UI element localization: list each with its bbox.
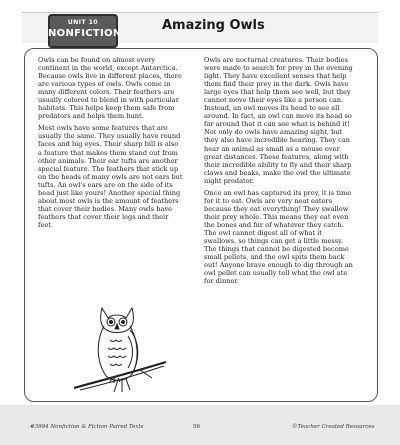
paragraph: Owls can be found on almost every continent in the world, except Antarctica. Because owls live in different places, there are various types of owls. Owls come in many different colors. Their feathers are usually colored to blend in with particular habitats. This helps keep them safe from predators and helps them hunt. (38, 56, 182, 121)
badge-genre-label: NONFICTION (48, 28, 122, 39)
left-column (38, 56, 184, 233)
footer-publisher: ©Teacher Created Resources (292, 424, 375, 430)
badge-unit-label: UNIT 10 (67, 19, 99, 26)
paragraph: Most owls have some features that are usually the same. They usually have round faces and big eyes. Their sharp bill is also a feature that makes them stand out from other animals. Their ear tufts are another special feature. The feathers that stick up on the heads of many owls are not ears but tufts. An owl's ears are on the side of its head just like yours! Another special thing about most owls is the amount of feathers that cover their bodies. Many owls have feathers that cover their legs and their feet. (38, 124, 183, 229)
unit-badge (48, 14, 122, 48)
footer-book-title: #3994 Nonfiction & Fiction Paired Texts (30, 424, 144, 430)
right-column (204, 56, 356, 289)
paragraph: Owls are nocturnal creatures. Their bodies were made to search for prey in the evening light. They have excellent senses that help them find their prey in the dark. Owls have large eyes that help them see well, but they cannot move their eyes like a person can. Instead, an owl moves its head to see all around. In fact, an owl can move its head so far around that it can see what is behind it! Not only do owls have amazing sight, but they also have incredible hearing. They can hear an animal as small as a mouse over great distances. These features, along with their incredible ability to fly and their sharp claws and beaks, make the owl the ultimate night predator. (204, 56, 353, 185)
owl-illustration (70, 296, 170, 396)
page-title: Amazing Owls (162, 18, 265, 33)
page-number: 56 (193, 424, 200, 430)
paragraph: Once an owl has captured its prey, it is time for it to eat. Owls are very neat eaters because they eat everything! They swallow their prey whole. This means they eat even the bones and fur of whatever they catch. The owl cannot digest all of what it swallows, so things can get a little messy. The things that cannot be digested become small pellets, and the owl spits them back out! Anyone brave enough to dig through an owl pellet can usually tell what the owl ate for dinner. (204, 188, 353, 286)
